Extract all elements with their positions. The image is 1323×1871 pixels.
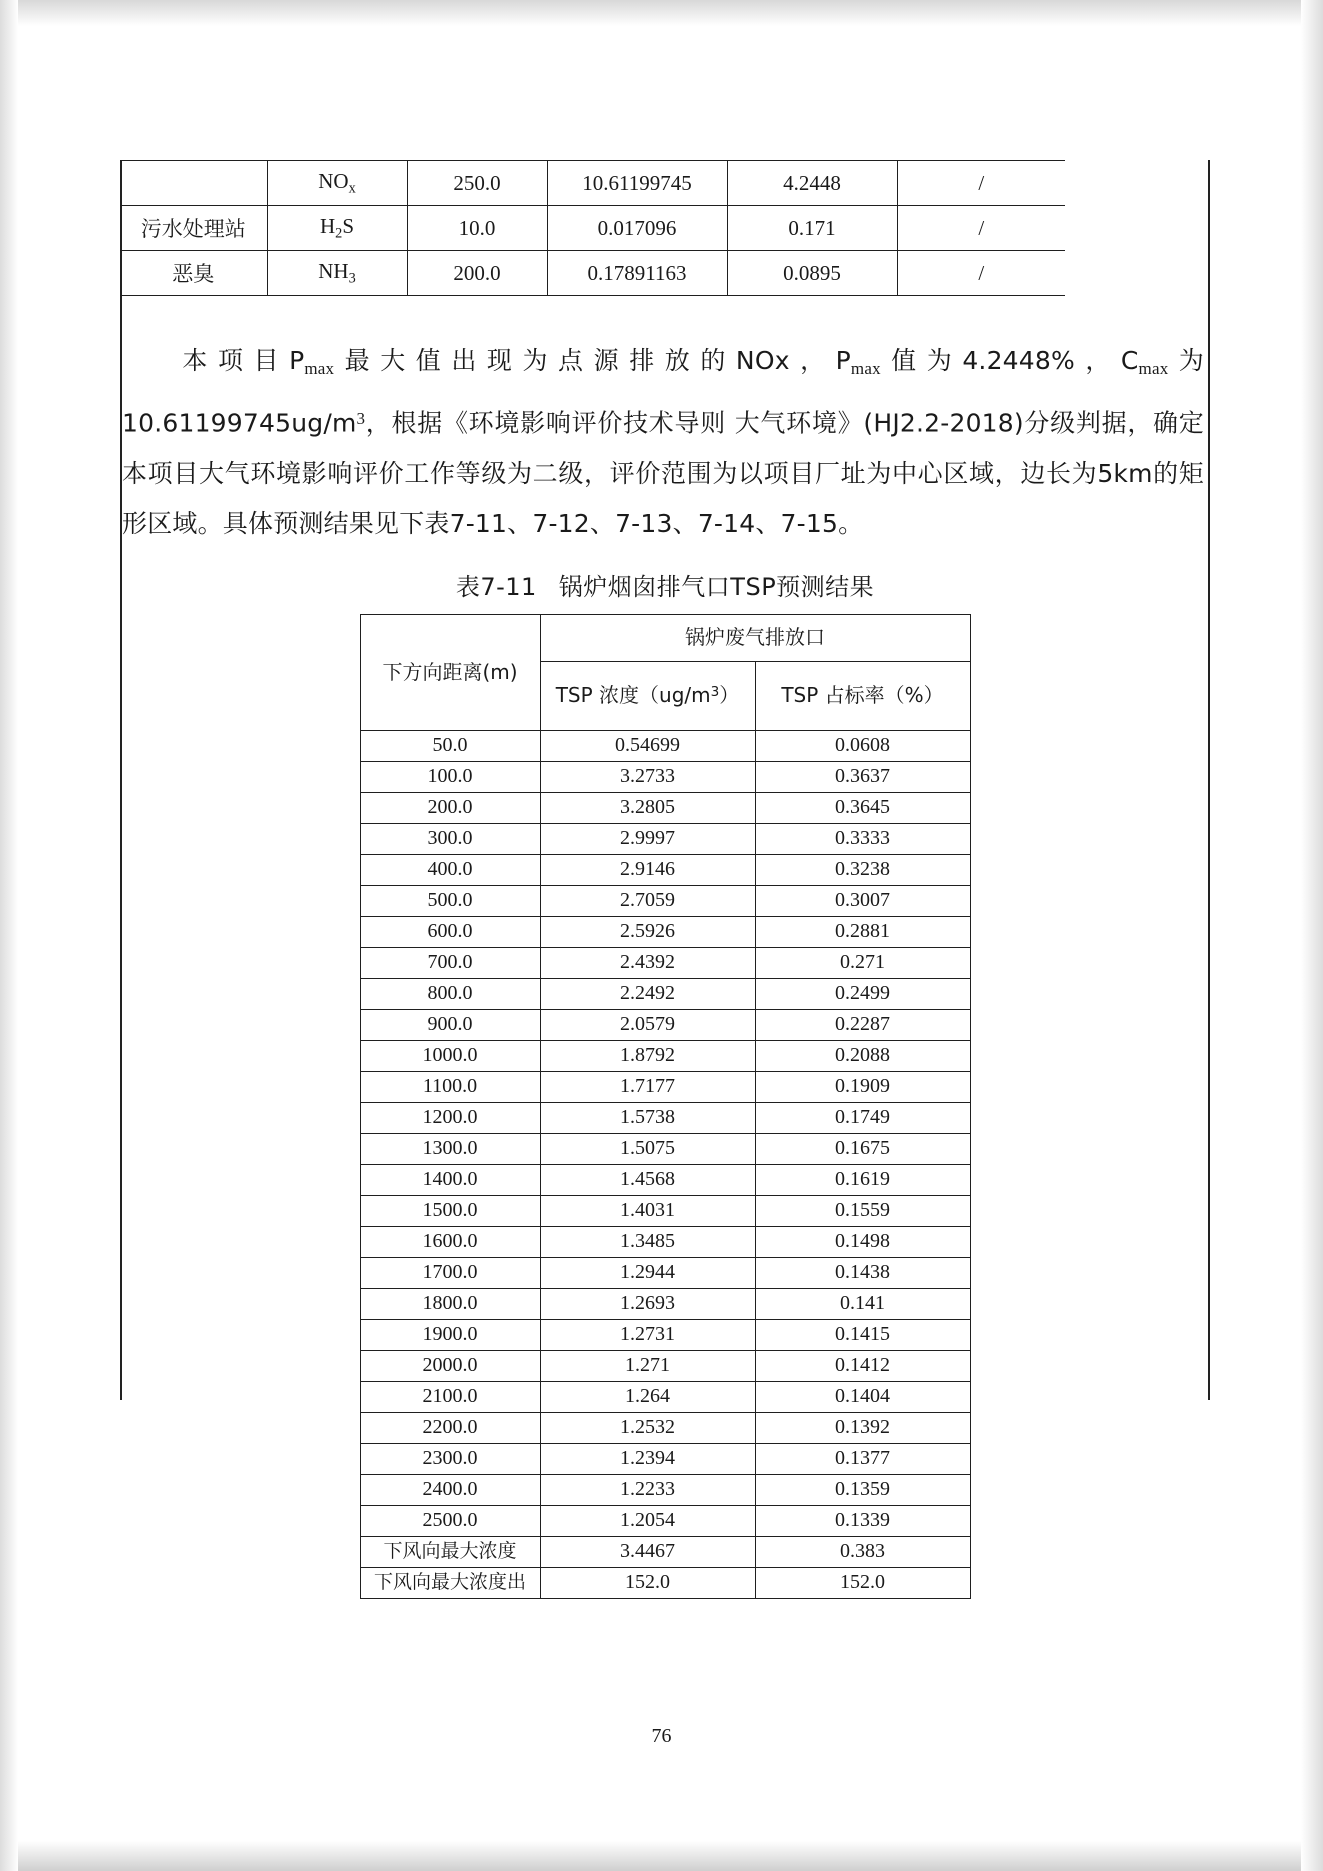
cell-tsp-rate: 0.3238	[755, 854, 970, 885]
scan-edge-left	[0, 0, 18, 1871]
cell-tsp-concentration: 1.2944	[540, 1257, 755, 1288]
cell-tsp-rate: 0.1392	[755, 1412, 970, 1443]
table-row	[360, 1443, 970, 1474]
cell-tsp-rate: 0.0608	[755, 730, 970, 761]
table-row	[360, 1412, 970, 1443]
table-row	[360, 1381, 970, 1412]
table-row	[360, 761, 970, 792]
cell-tsp-rate: 0.1675	[755, 1133, 970, 1164]
cell-tsp-concentration: 2.5926	[540, 916, 755, 947]
para-sup-1: 3	[356, 409, 366, 429]
table-row	[360, 1288, 970, 1319]
cell-tsp-concentration: 1.271	[540, 1350, 755, 1381]
cell-tsp-concentration: 0.54699	[540, 730, 755, 761]
para-seg-5: ，根据《环境影响评价技术导则 大气环境》(HJ2.2-2018)分级判据，确定本项目大气环境影响评价工作等级为二级，评价范围为以项目厂址为中心区域，边长为5km的矩形区域。具体预测结果见下表7-11、7-12、7-13、7-14、7-15。	[122, 408, 1204, 538]
table-row	[360, 885, 970, 916]
cell-distance: 1400.0	[360, 1164, 540, 1195]
cell-distance: 500.0	[360, 885, 540, 916]
body-paragraph	[120, 336, 1210, 549]
page-number: 76	[651, 1725, 672, 1747]
cell-distance: 2400.0	[360, 1474, 540, 1505]
cell-distance: 800.0	[360, 978, 540, 1009]
cell-tsp-rate: 0.1415	[755, 1319, 970, 1350]
cell-tsp-rate: 0.271	[755, 947, 970, 978]
para-seg-3: 值为4.2448%，C	[880, 346, 1139, 375]
cell-note: /	[897, 161, 1065, 206]
cell-tsp-rate: 0.2499	[755, 978, 970, 1009]
cell-pollutant: $NH_3$	[267, 251, 407, 296]
cell-tsp-rate: 0.1498	[755, 1226, 970, 1257]
cell-tsp-concentration: 2.4392	[540, 947, 755, 978]
header-group-boiler-outlet: 锅炉废气排放口	[540, 614, 970, 661]
table-row	[360, 854, 970, 885]
para-seg-4: 为10.61199745ug/m	[122, 346, 1204, 438]
cell-distance: 2500.0	[360, 1505, 540, 1536]
table-711-wrapper	[120, 614, 1210, 1599]
cell-standard: 10.0	[407, 206, 547, 251]
header-tsp-rate: TSP 占标率（%）	[755, 661, 970, 730]
cell-pollutant: $NO_x$	[267, 161, 407, 206]
cell-distance: 900.0	[360, 1009, 540, 1040]
cell-note: /	[897, 251, 1065, 296]
table-row	[360, 1319, 970, 1350]
cell-tsp-concentration: 1.2233	[540, 1474, 755, 1505]
cell-distance: 600.0	[360, 916, 540, 947]
cell-tsp-rate: 0.2088	[755, 1040, 970, 1071]
table-row	[360, 1164, 970, 1195]
cell-distance: 200.0	[360, 792, 540, 823]
cell-standard: 200.0	[407, 251, 547, 296]
table-711-caption	[120, 567, 1210, 602]
cell-tsp-rate: 0.3333	[755, 823, 970, 854]
cell-distance: 1700.0	[360, 1257, 540, 1288]
cell-distance: 400.0	[360, 854, 540, 885]
cell-tsp-rate: 0.3007	[755, 885, 970, 916]
table-row	[360, 1567, 970, 1598]
table-row	[360, 1071, 970, 1102]
cell-tsp-rate: 0.1359	[755, 1474, 970, 1505]
table-row	[120, 251, 1210, 296]
cell-cmax: 0.017096	[547, 206, 727, 251]
table-711-tsp-prediction	[360, 614, 971, 1599]
table-row	[360, 916, 970, 947]
cell-tsp-concentration: 2.2492	[540, 978, 755, 1009]
cell-tsp-concentration: 1.4568	[540, 1164, 755, 1195]
cell-tsp-concentration: 1.2532	[540, 1412, 755, 1443]
cell-source-empty	[120, 161, 267, 206]
cell-distance: 1100.0	[360, 1071, 540, 1102]
cell-tsp-concentration: 3.2733	[540, 761, 755, 792]
cell-cmax: 10.61199745	[547, 161, 727, 206]
cell-distance: 50.0	[360, 730, 540, 761]
table-row	[360, 1040, 970, 1071]
table-row	[360, 1536, 970, 1567]
cell-tsp-concentration: 2.7059	[540, 885, 755, 916]
cell-row-label: 下风向最大浓度	[360, 1536, 540, 1567]
cell-tsp-concentration: 1.264	[540, 1381, 755, 1412]
cell-tsp-rate: 0.1619	[755, 1164, 970, 1195]
cell-distance: 2000.0	[360, 1350, 540, 1381]
cell-pmax: 0.171	[727, 206, 897, 251]
cell-tsp-concentration: 2.9146	[540, 854, 755, 885]
cell-distance: 1600.0	[360, 1226, 540, 1257]
cell-distance: 300.0	[360, 823, 540, 854]
cell-distance: 1500.0	[360, 1195, 540, 1226]
table-row	[360, 1195, 970, 1226]
cell-tsp-rate: 0.2287	[755, 1009, 970, 1040]
cell-distance: 100.0	[360, 761, 540, 792]
cell-pmax: 4.2448	[727, 161, 897, 206]
scan-edge-bottom	[0, 1841, 1323, 1871]
table-row	[360, 947, 970, 978]
cell-tsp-rate: 0.1404	[755, 1381, 970, 1412]
cell-tsp-rate: 0.2881	[755, 916, 970, 947]
table-row	[360, 1102, 970, 1133]
cell-tsp-concentration: 1.2054	[540, 1505, 755, 1536]
cell-tsp-concentration: 1.5075	[540, 1133, 755, 1164]
header-tsp-concentration: TSP 浓度$(ug/m^3)$	[540, 661, 755, 730]
cell-tsp-concentration: 2.0579	[540, 1009, 755, 1040]
table-body	[360, 730, 970, 1598]
header-distance: 下方向距离(m)	[360, 614, 540, 730]
cell-distance: 1300.0	[360, 1133, 540, 1164]
scan-edge-right	[1301, 0, 1323, 1871]
cell-distance: 700.0	[360, 947, 540, 978]
cell-distance: 2100.0	[360, 1381, 540, 1412]
table-caption-title: 锅炉烟囱排气口TSP预测结果	[558, 572, 875, 601]
cell-distance: 1800.0	[360, 1288, 540, 1319]
table-row	[360, 1257, 970, 1288]
para-seg-2: 最大值出现为点源排放的NOx，P	[334, 346, 851, 375]
table-row	[360, 1474, 970, 1505]
cell-tsp-concentration: 1.2731	[540, 1319, 755, 1350]
table-row	[360, 792, 970, 823]
cell-tsp-concentration: 1.2394	[540, 1443, 755, 1474]
cell-distance: 2300.0	[360, 1443, 540, 1474]
cell-tsp-concentration: 1.3485	[540, 1226, 755, 1257]
cell-tsp-concentration: 2.9997	[540, 823, 755, 854]
table-row	[360, 1226, 970, 1257]
para-sub-2: max	[850, 359, 881, 379]
cell-tsp-rate: 0.1412	[755, 1350, 970, 1381]
cell-tsp-concentration: 1.8792	[540, 1040, 755, 1071]
page-content	[120, 160, 1210, 1599]
para-sub-1: max	[304, 359, 335, 379]
cell-tsp-concentration: 3.2805	[540, 792, 755, 823]
cell-row-label: 下风向最大浓度出	[360, 1567, 540, 1598]
table-header	[360, 614, 970, 730]
cell-source: 污水处理站	[120, 206, 267, 251]
cell-distance: 1000.0	[360, 1040, 540, 1071]
table-row	[360, 1133, 970, 1164]
cell-tsp-concentration: 1.7177	[540, 1071, 755, 1102]
table-row	[360, 978, 970, 1009]
cell-pollutant: $H_2S$	[267, 206, 407, 251]
para-seg-1: 本项目P	[172, 346, 305, 375]
scan-edge-top	[0, 0, 1323, 26]
cell-note: /	[897, 206, 1065, 251]
cell-distance: 1900.0	[360, 1319, 540, 1350]
cell-tsp-rate: 0.1749	[755, 1102, 970, 1133]
table-row	[360, 730, 970, 761]
cell-tsp-rate: 0.1377	[755, 1443, 970, 1474]
cell-pmax: 0.0895	[727, 251, 897, 296]
cell-tsp-rate: 0.1438	[755, 1257, 970, 1288]
cell-tsp-rate: 0.383	[755, 1536, 970, 1567]
cell-cmax: 0.17891163	[547, 251, 727, 296]
cell-tsp-concentration: 1.4031	[540, 1195, 755, 1226]
table-row	[360, 1505, 970, 1536]
cell-tsp-concentration: 152.0	[540, 1567, 755, 1598]
cell-standard: 250.0	[407, 161, 547, 206]
table-row	[360, 1009, 970, 1040]
cell-tsp-rate: 0.1909	[755, 1071, 970, 1102]
cell-tsp-rate: 0.3645	[755, 792, 970, 823]
cell-tsp-rate: 0.3637	[755, 761, 970, 792]
cell-distance: 1200.0	[360, 1102, 540, 1133]
table-row	[120, 161, 1210, 206]
cell-tsp-rate: 0.141	[755, 1288, 970, 1319]
table-row	[120, 206, 1210, 251]
table-caption-number: 表7-11	[455, 572, 537, 601]
continued-emission-table	[120, 160, 1210, 296]
cell-tsp-rate: 0.1339	[755, 1505, 970, 1536]
cell-tsp-concentration: 1.5738	[540, 1102, 755, 1133]
table-row	[360, 823, 970, 854]
cell-tsp-rate: 0.1559	[755, 1195, 970, 1226]
para-sub-3: max	[1138, 359, 1169, 379]
cell-distance: 2200.0	[360, 1412, 540, 1443]
cell-tsp-concentration: 3.4467	[540, 1536, 755, 1567]
table-row	[360, 1350, 970, 1381]
cell-tsp-rate: 152.0	[755, 1567, 970, 1598]
table-header-row-group	[360, 614, 970, 661]
cell-source: 恶臭	[120, 251, 267, 296]
cell-tsp-concentration: 1.2693	[540, 1288, 755, 1319]
